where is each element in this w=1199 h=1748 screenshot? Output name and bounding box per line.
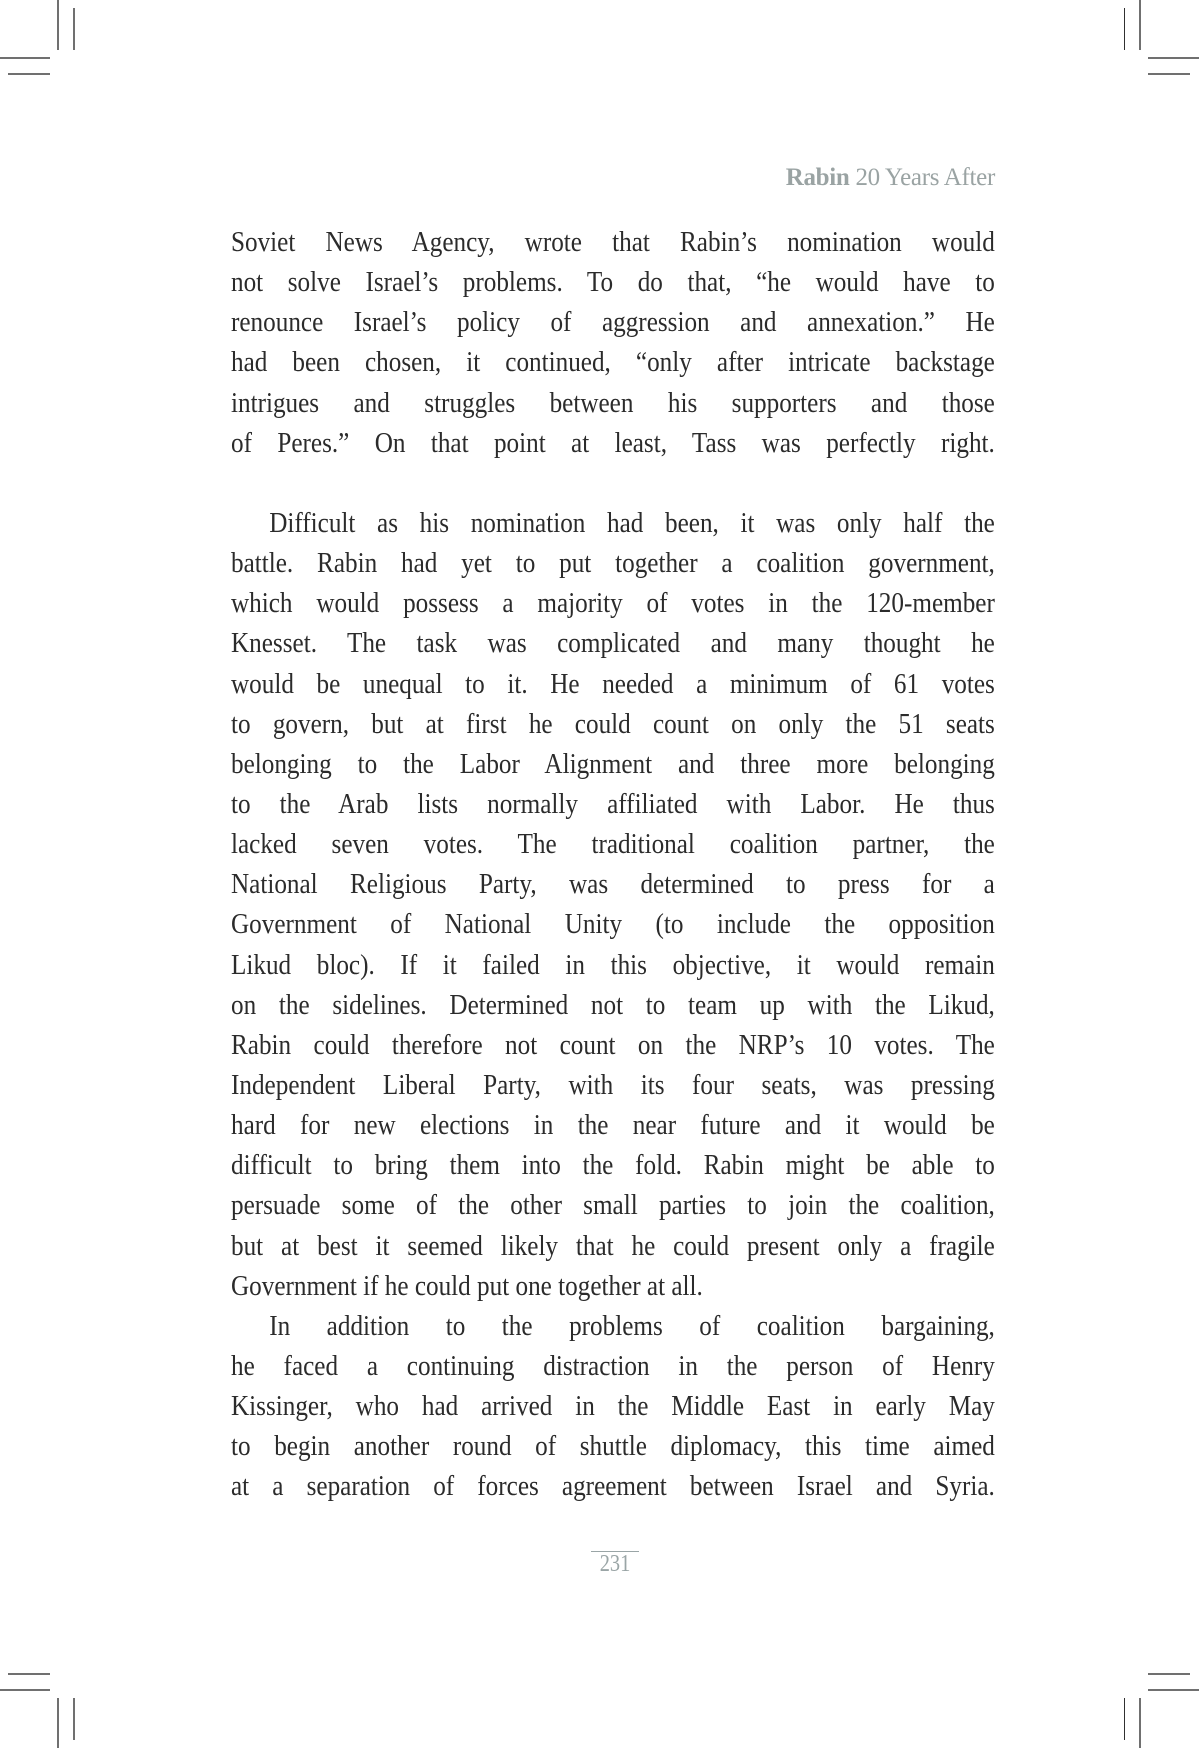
running-header (786, 164, 995, 192)
text-line: battle. Rabin had yet to put together a coalition government, (231, 547, 995, 580)
text-line: Kissinger, who had arrived in the Middle East in early May (231, 1390, 995, 1423)
text-line: at a separation of forces agreement between Israel and Syria. (231, 1470, 995, 1503)
paragraph-1 (231, 222, 995, 463)
crop-mark-bottom-right-h1 (1148, 1673, 1190, 1675)
text-line: had been chosen, it continued, “only after intricate backstage (231, 346, 995, 379)
crop-mark-bottom-left-v2 (73, 1698, 75, 1740)
paragraph-gap (231, 463, 995, 503)
text-line: lacked seven votes. The traditional coalition partner, the (231, 828, 995, 861)
text-line: Government of National Unity (to include the opposition (231, 908, 995, 941)
text-line: to begin another round of shuttle diplomacy, this time aimed (231, 1430, 995, 1463)
crop-mark-bottom-right-v2 (1139, 1698, 1141, 1748)
text-line: Independent Liberal Party, with its four seats, was pressing (231, 1068, 995, 1101)
running-header-book-name: Rabin (785, 164, 850, 191)
running-header-subtitle: 20 Years After (849, 164, 995, 191)
text-line: intrigues and struggles between his supporters and those (231, 386, 995, 419)
paragraph-2 (231, 503, 995, 1306)
text-line: which would possess a majority of votes in the 120-member (231, 587, 995, 620)
text-line: Likud bloc). If it failed in this objective, it would remain (231, 948, 995, 981)
text-line: but at best it seemed likely that he could present only a fragile (231, 1229, 995, 1262)
text-line: would be unequal to it. He needed a minimum of 61 votes (231, 667, 995, 700)
text-line: Difficult as his nomination had been, it was only half the (269, 506, 995, 539)
text-line: on the sidelines. Determined not to team up with the Likud, (231, 988, 995, 1021)
text-line: belonging to the Labor Alignment and three more belonging (231, 747, 995, 780)
crop-mark-bottom-left-h2 (0, 1689, 50, 1691)
text-line: Knesset. The task was complicated and many thought he (231, 627, 995, 660)
crop-mark-bottom-left-h1 (8, 1673, 50, 1675)
paragraph-3 (231, 1306, 995, 1507)
crop-mark-top-right-h1 (1148, 57, 1199, 59)
text-line: to govern, but at first he could count on only the 51 seats (231, 707, 995, 740)
text-line: Rabin could therefore not count on the NRP’s 10 votes. The (231, 1028, 995, 1061)
crop-mark-top-right-h2 (1148, 73, 1190, 75)
text-line: of Peres.” On that point at least, Tass was perfectly right. (231, 426, 995, 459)
text-line: Government if he could put one together at all. (231, 1269, 703, 1302)
body-text (231, 222, 995, 1507)
text-line: not solve Israel’s problems. To do that, “he would have to (231, 266, 995, 299)
text-line: persuade some of the other small parties to join the coalition, (231, 1189, 995, 1222)
crop-mark-bottom-right-h2 (1148, 1689, 1199, 1691)
crop-mark-top-left-h1 (0, 57, 50, 59)
text-line: Soviet News Agency, wrote that Rabin’s nomination would (231, 226, 995, 258)
page-number: 231 (599, 1551, 631, 1577)
crop-mark-top-left-v1 (57, 0, 59, 50)
crop-mark-bottom-right-v1 (1124, 1698, 1125, 1740)
crop-mark-top-left-h2 (8, 73, 50, 75)
text-line: hard for new elections in the near future and it would be (231, 1109, 995, 1142)
text-line: he faced a continuing distraction in the person of Henry (231, 1349, 995, 1382)
crop-mark-bottom-left-v1 (57, 1698, 59, 1748)
text-line: In addition to the problems of coalition bargaining, (269, 1309, 995, 1342)
crop-mark-top-left-v2 (73, 8, 75, 50)
text-line: renounce Israel’s policy of aggression and annexation.” He (231, 306, 995, 339)
text-line: National Religious Party, was determined to press for a (231, 868, 995, 901)
text-line: to the Arab lists normally affiliated with Labor. He thus (231, 787, 995, 820)
crop-mark-top-right-v2 (1139, 0, 1141, 50)
text-line: difficult to bring them into the fold. Rabin might be able to (231, 1149, 995, 1182)
crop-mark-top-right-v1 (1124, 8, 1125, 50)
